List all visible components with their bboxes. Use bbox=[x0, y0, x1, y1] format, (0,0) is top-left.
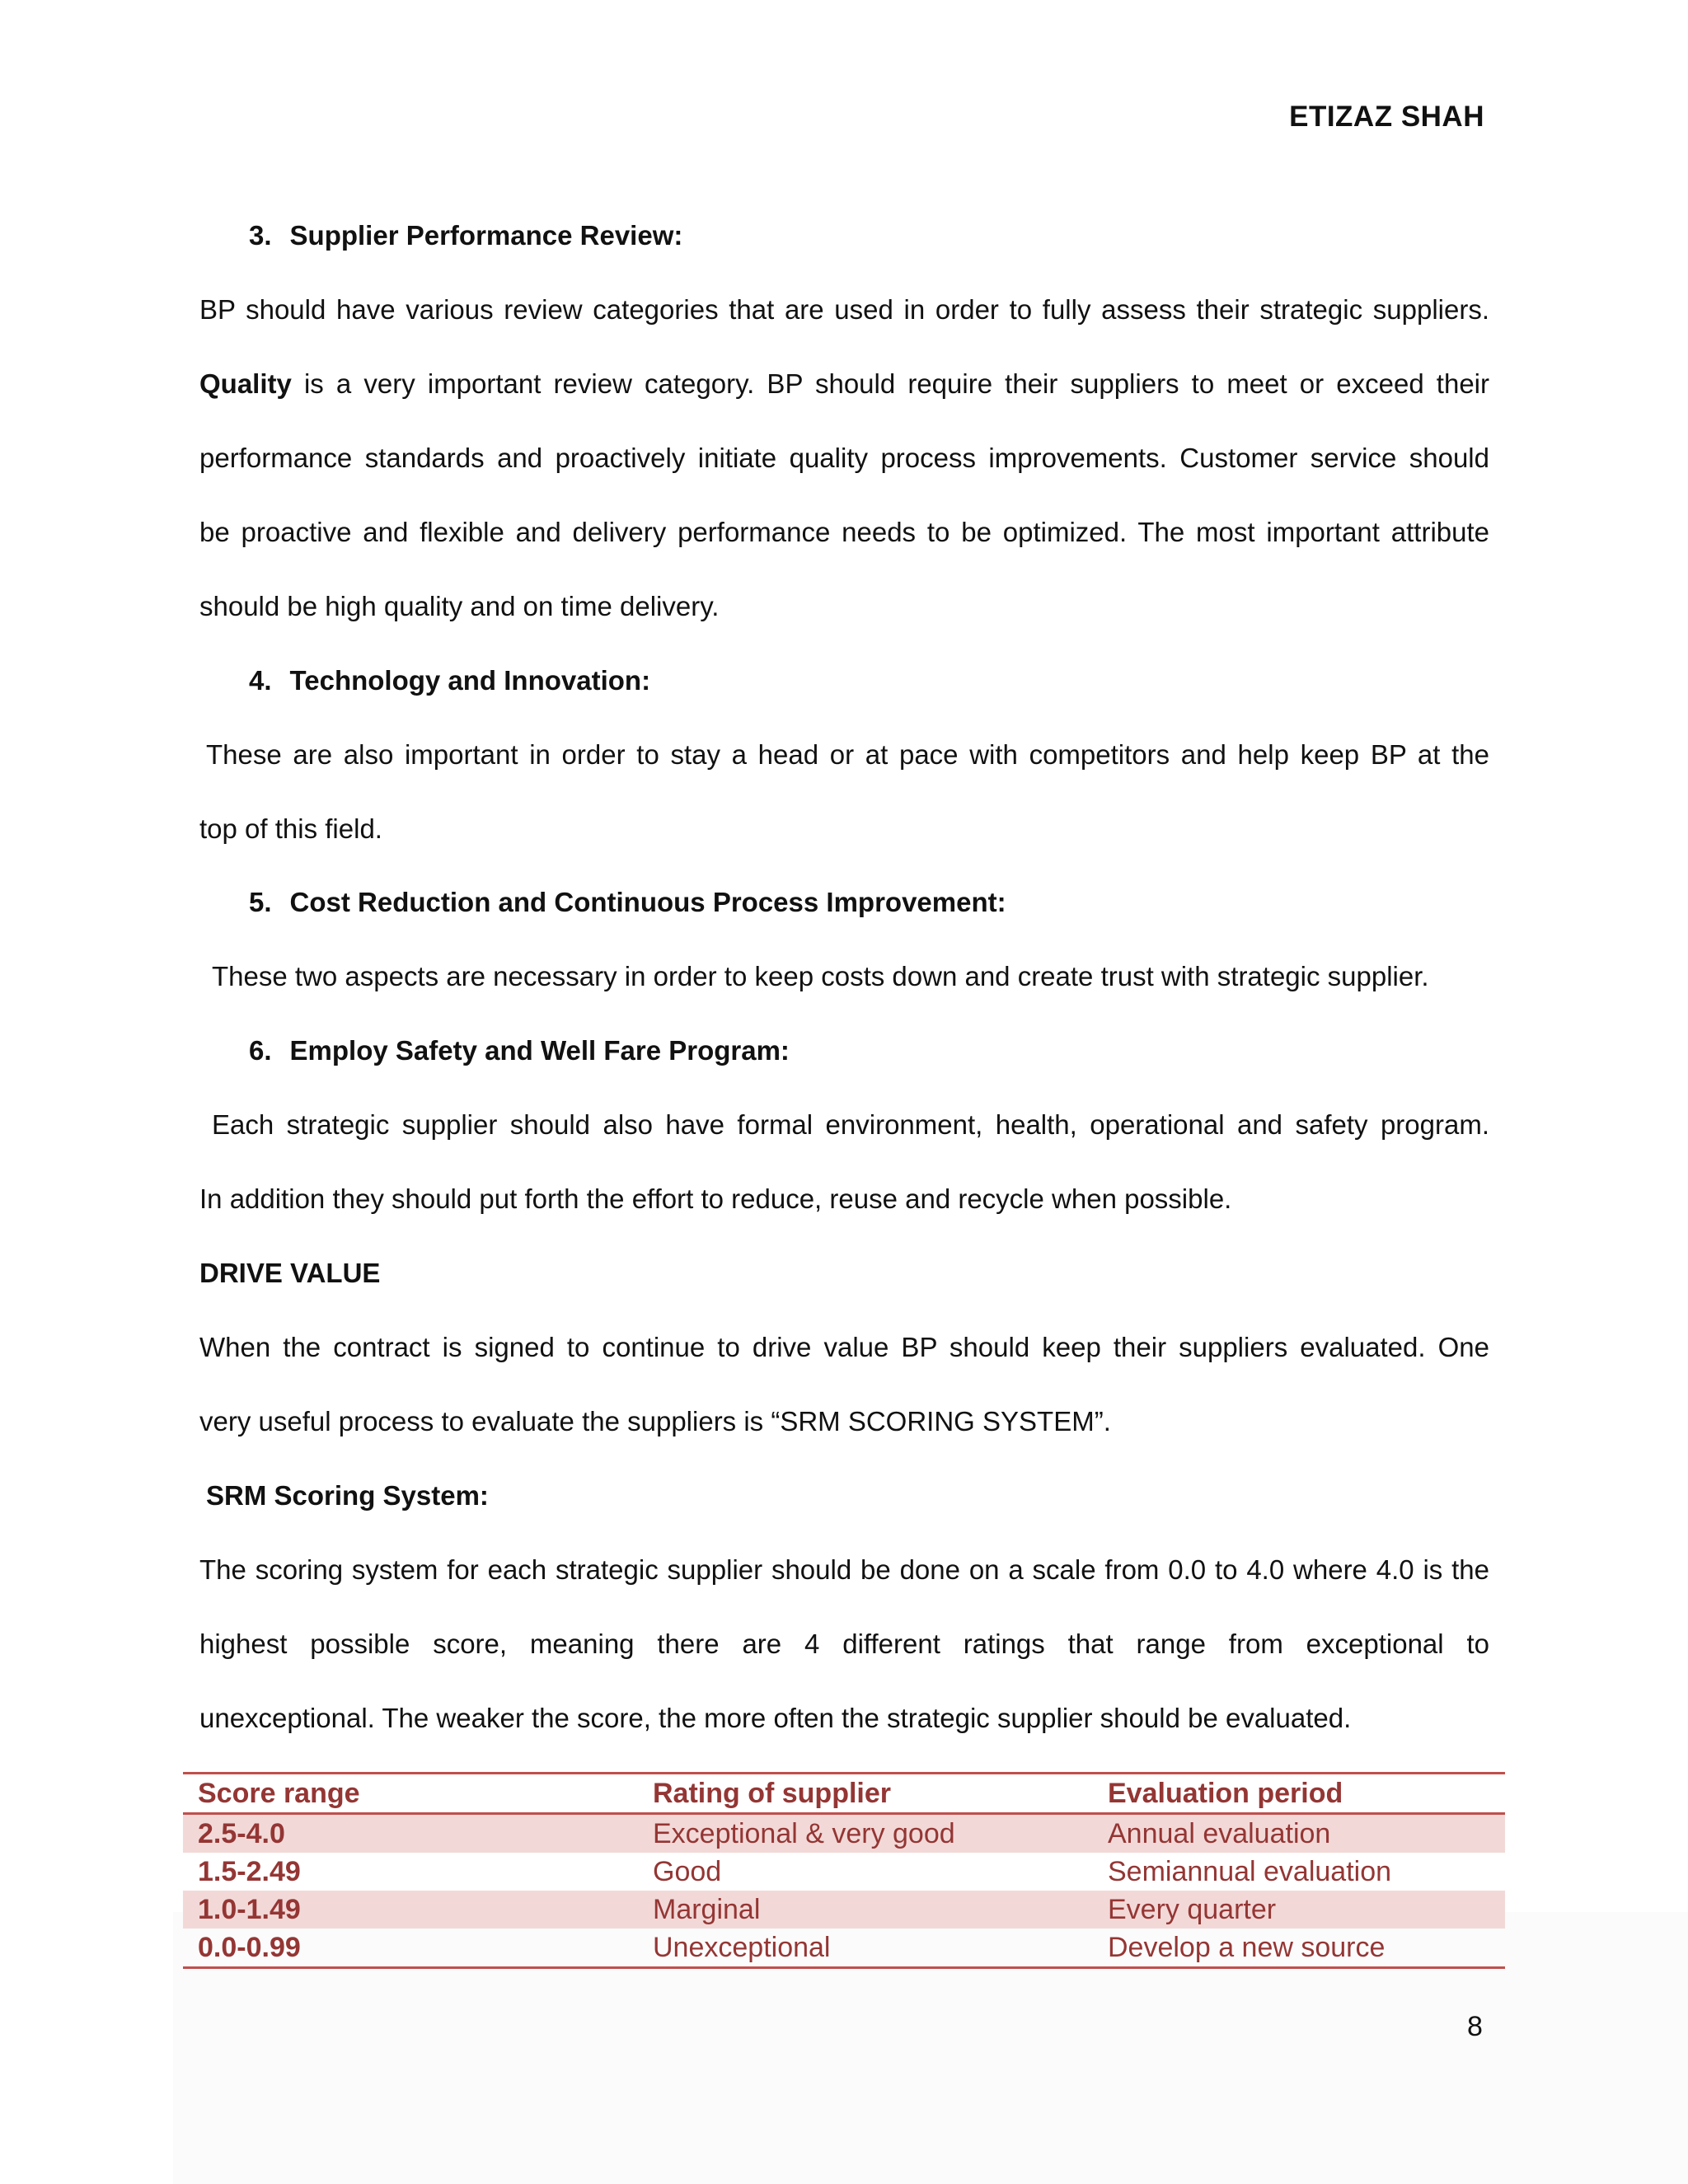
paragraph-line: BP should have various review categories that are used in order to fully assess their strategic suppliers. bbox=[199, 294, 1489, 325]
paragraph-line: When the contract is signed to continue to drive value BP should keep their suppliers evaluated. One bbox=[199, 1332, 1489, 1362]
page-number: 8 bbox=[1467, 2011, 1483, 2042]
table-row bbox=[183, 1929, 1505, 1968]
table-cell: 1.5-2.49 bbox=[198, 1856, 301, 1887]
header-author: ETIZAZ SHAH bbox=[1289, 101, 1484, 133]
paragraph-line: Each strategic supplier should also have formal environment, health, operational and safety program. bbox=[212, 1109, 1489, 1140]
section-5-title: Cost Reduction and Continuous Process Improvement: bbox=[289, 887, 1006, 917]
paragraph-line: should be high quality and on time delivery. bbox=[199, 591, 720, 621]
section-5-heading bbox=[199, 886, 1489, 919]
table-header-cell: Score range bbox=[198, 1778, 360, 1809]
paragraph-line: These two aspects are necessary in order to keep costs down and create trust with strategic supplier. bbox=[212, 961, 1429, 991]
section-5-number: 5. bbox=[249, 887, 272, 917]
srm-heading: SRM Scoring System: bbox=[206, 1480, 489, 1511]
table-cell: Good bbox=[653, 1856, 722, 1887]
table-row bbox=[183, 1853, 1505, 1891]
table-cell: 1.0-1.49 bbox=[198, 1894, 301, 1925]
table-cell: Exceptional & very good bbox=[653, 1818, 955, 1849]
section-3-number: 3. bbox=[249, 220, 272, 251]
srm-score-table bbox=[183, 1772, 1505, 1969]
paragraph-line: very useful process to evaluate the suppliers is “SRM SCORING SYSTEM”. bbox=[199, 1406, 1111, 1436]
table-row bbox=[183, 1814, 1505, 1854]
section-6-number: 6. bbox=[249, 1035, 272, 1066]
table-header-cell: Evaluation period bbox=[1108, 1778, 1343, 1809]
section-4-number: 4. bbox=[249, 665, 272, 696]
paragraph-line bbox=[199, 368, 1489, 401]
section-3-heading bbox=[199, 219, 1489, 252]
table-cell: Semiannual evaluation bbox=[1108, 1856, 1392, 1887]
section-6-heading bbox=[199, 1034, 1489, 1067]
table-cell: Every quarter bbox=[1108, 1894, 1277, 1925]
section-4-heading bbox=[199, 664, 1489, 697]
table-cell: 2.5-4.0 bbox=[198, 1818, 285, 1849]
paragraph-line: performance standards and proactively initiate quality process improvements. Customer service should bbox=[199, 443, 1489, 473]
section-6-title: Employ Safety and Well Fare Program: bbox=[289, 1035, 790, 1066]
paragraph-line: unexceptional. The weaker the score, the more often the strategic supplier should be evaluated. bbox=[199, 1703, 1352, 1733]
paragraph-line: These are also important in order to stay a head or at pace with competitors and help keep BP at the bbox=[206, 739, 1489, 770]
quality-keyword: Quality bbox=[199, 368, 292, 399]
paragraph-line: The scoring system for each strategic supplier should be done on a scale from 0.0 to 4.0 where 4.0 is the bbox=[199, 1554, 1489, 1585]
paragraph-line: highest possible score, meaning there are 4 different ratings that range from exceptional to bbox=[199, 1629, 1489, 1659]
paragraph-line-rest: is a very important review category. BP should require their suppliers to meet or exceed their bbox=[291, 368, 1489, 399]
table-header-cell: Rating of supplier bbox=[653, 1778, 891, 1809]
table-cell: Annual evaluation bbox=[1108, 1818, 1331, 1849]
drive-value-heading: DRIVE VALUE bbox=[199, 1258, 381, 1288]
table-cell: Develop a new source bbox=[1108, 1932, 1386, 1963]
table-cell: Unexceptional bbox=[653, 1932, 831, 1963]
section-3-title: Supplier Performance Review: bbox=[289, 220, 683, 251]
table-cell: Marginal bbox=[653, 1894, 761, 1925]
section-4-title: Technology and Innovation: bbox=[289, 665, 651, 696]
table-cell: 0.0-0.99 bbox=[198, 1932, 301, 1963]
paragraph-line: be proactive and flexible and delivery performance needs to be optimized. The most important attribute bbox=[199, 517, 1489, 547]
table-row bbox=[183, 1891, 1505, 1929]
paragraph-line: In addition they should put forth the effort to reduce, reuse and recycle when possible. bbox=[199, 1183, 1232, 1214]
paragraph-line: top of this field. bbox=[199, 813, 382, 844]
table-header-row bbox=[183, 1774, 1505, 1814]
